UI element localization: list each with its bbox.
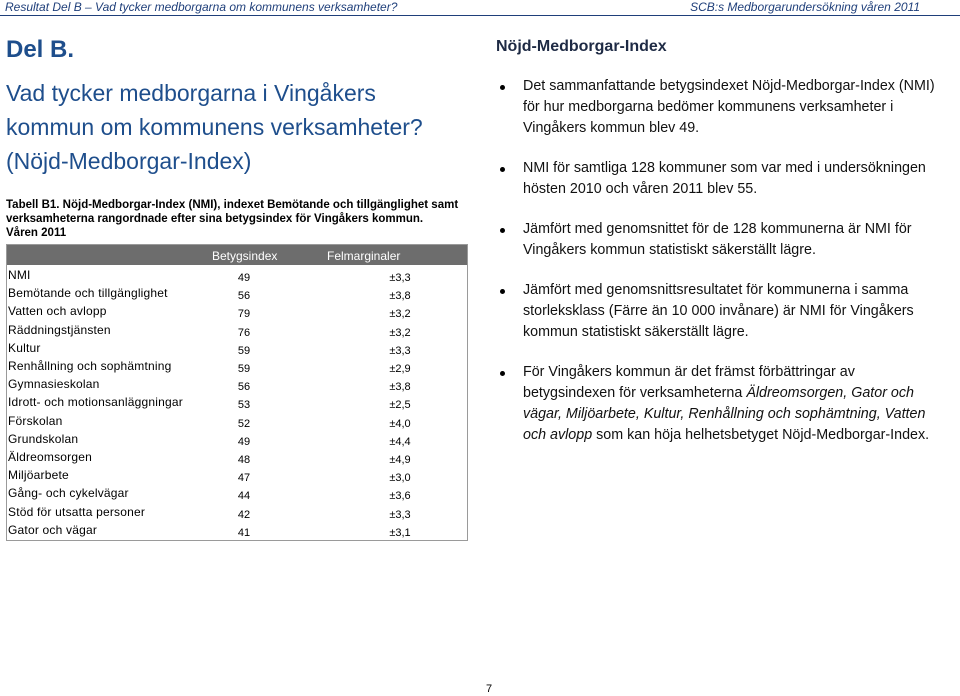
- row-index-value: 59: [237, 344, 251, 357]
- bullet-dot: [500, 371, 505, 376]
- section-title: [6, 76, 466, 178]
- row-index-value: 56: [237, 290, 251, 303]
- row-index-value: 41: [237, 526, 251, 539]
- bullet-text-part: För Vingåkers kommun är det främst förbättringar av betygsindexen för verksamheterna: [523, 364, 855, 401]
- row-label: Gator och vägar: [8, 522, 98, 537]
- row-index-value: 49: [237, 272, 251, 284]
- row-label: Miljöarbete: [8, 468, 69, 483]
- table-row: [7, 303, 467, 321]
- row-index-value: 53: [237, 399, 251, 412]
- row-label: Kultur: [8, 340, 41, 355]
- part-heading: Del B.: [6, 36, 75, 63]
- running-header: [0, 0, 960, 14]
- caption-line: verksamheterna rangordnade efter sina betygsindex för Vingåkers kommun.: [6, 213, 424, 225]
- row-index-value: 79: [237, 308, 251, 321]
- row-index-value: 59: [237, 363, 251, 375]
- bullet-item: [496, 219, 946, 261]
- row-index-value: 52: [237, 417, 251, 430]
- bullet-item: [496, 362, 946, 446]
- row-label: Förskolan: [8, 413, 63, 428]
- bullet-item: [496, 158, 946, 200]
- bullet-item: [496, 76, 946, 139]
- row-label: Bemötande och tillgänglighet: [8, 286, 168, 301]
- header-right-text: SCB:s Medborgarundersökning våren 2011: [690, 0, 920, 14]
- row-margin-value: ±4,4: [389, 435, 411, 448]
- row-label: Räddningstjänsten: [8, 322, 111, 337]
- row-label: Grundskolan: [8, 431, 79, 446]
- row-label: Gång- och cykelvägar: [8, 486, 129, 501]
- header-left-text: Resultat Del B – Vad tycker medborgarna om kommunens verksamheter?: [5, 0, 398, 14]
- table-row: [7, 431, 467, 449]
- row-label: Renhållning och sophämtning: [8, 359, 172, 373]
- row-label: Vatten och avlopp: [8, 304, 107, 319]
- bullet-dot: [500, 85, 505, 90]
- row-margin-value: ±3,2: [389, 308, 411, 321]
- column-header-index: Betygsindex: [212, 249, 278, 263]
- bullet-text: Det sammanfattande betygsindexet Nöjd-Medborgar-Index (NMI) för hur medborgarna bedömer kommunens verksamheter i Vingåkers kommun blev 49.: [523, 78, 935, 136]
- bullet-item: [496, 280, 946, 343]
- table-row: [7, 413, 467, 431]
- caption-line: Våren 2011: [6, 227, 67, 239]
- row-margin-value: ±3,3: [389, 344, 411, 357]
- row-label: Äldreomsorgen: [8, 450, 92, 464]
- index-table: [6, 244, 468, 541]
- row-index-value: 76: [237, 326, 251, 339]
- row-label: NMI: [8, 268, 31, 282]
- row-margin-value: ±2,5: [389, 399, 411, 412]
- row-margin-value: ±2,9: [389, 363, 411, 375]
- row-label: Stöd för utsatta personer: [8, 504, 146, 519]
- bullet-dot: [500, 167, 505, 172]
- table-row: [7, 322, 467, 340]
- table-header: [7, 245, 467, 265]
- row-index-value: 48: [237, 454, 251, 466]
- row-index-value: 44: [237, 490, 251, 503]
- row-label: Gymnasieskolan: [8, 377, 100, 392]
- row-margin-value: ±3,8: [389, 290, 411, 303]
- bullet-text-part: som kan höja helhetsbetyget Nöjd-Medborgar-Index.: [592, 427, 930, 443]
- row-index-value: 47: [237, 472, 251, 485]
- bullet-text: NMI för samtliga 128 kommuner som var med i undersökningen hösten 2010 och våren 2011 blev 55.: [523, 160, 926, 197]
- table-row: [7, 504, 467, 522]
- table-row: [7, 267, 467, 285]
- row-margin-value: ±3,2: [389, 326, 411, 339]
- bullet-dot: [500, 228, 505, 233]
- bullet-italic-services: Kultur, Renhållning och sophämtning, Vatten och avlopp: [523, 406, 926, 443]
- column-header-margin: Felmarginaler: [327, 249, 401, 263]
- row-index-value: 56: [237, 381, 251, 394]
- table-row: [7, 449, 467, 467]
- table-caption: [6, 198, 476, 240]
- bullet-text: Jämfört med genomsnittsresultatet för kommunerna i samma storleksklass (Färre än 10 000 invånare) är NMI för Vingåkers kommun statistiskt säkerställt lägre.: [523, 282, 914, 340]
- section-title-line: (Nöjd-Medborgar-Index): [6, 148, 252, 174]
- table-row: [7, 522, 467, 540]
- bullet-dot: [500, 289, 505, 294]
- row-label: Idrott- och motionsanläggningar: [8, 395, 183, 410]
- page-number: 7: [486, 683, 493, 695]
- row-margin-value: ±4,0: [389, 417, 411, 430]
- row-margin-value: ±3,1: [389, 526, 411, 539]
- bullet-italic-services: Äldreomsorgen, Gator och vägar, Miljöarbete,: [523, 385, 914, 422]
- row-margin-value: ±3,0: [389, 472, 411, 485]
- table-row: [7, 467, 467, 485]
- row-margin-value: ±3,8: [389, 381, 411, 394]
- table-row: [7, 376, 467, 394]
- table-row: [7, 285, 467, 303]
- table-row: [7, 358, 467, 376]
- row-margin-value: ±4,9: [389, 454, 411, 466]
- table-row: [7, 394, 467, 412]
- row-margin-value: ±3,6: [389, 490, 411, 503]
- bullet-text: [523, 364, 929, 443]
- bullet-text: Jämfört med genomsnittet för de 128 kommunerna är NMI för Vingåkers kommun statistiskt säkerställt lägre.: [523, 221, 912, 258]
- caption-line: Tabell B1. Nöjd-Medborgar-Index (NMI), indexet Bemötande och tillgänglighet samt: [6, 199, 459, 211]
- table-row: [7, 485, 467, 503]
- row-index-value: 49: [237, 435, 251, 448]
- table-row: [7, 340, 467, 358]
- right-heading: Nöjd-Medborgar-Index: [496, 38, 667, 55]
- row-margin-value: ±3,3: [389, 508, 411, 521]
- section-title-line: kommun om kommunens verksamheter?: [6, 114, 423, 140]
- section-title-line: Vad tycker medborgarna i Vingåkers: [6, 80, 376, 106]
- bullet-list: [496, 76, 946, 465]
- row-index-value: 42: [237, 508, 251, 521]
- header-rule: [0, 15, 960, 16]
- row-margin-value: ±3,3: [389, 272, 411, 284]
